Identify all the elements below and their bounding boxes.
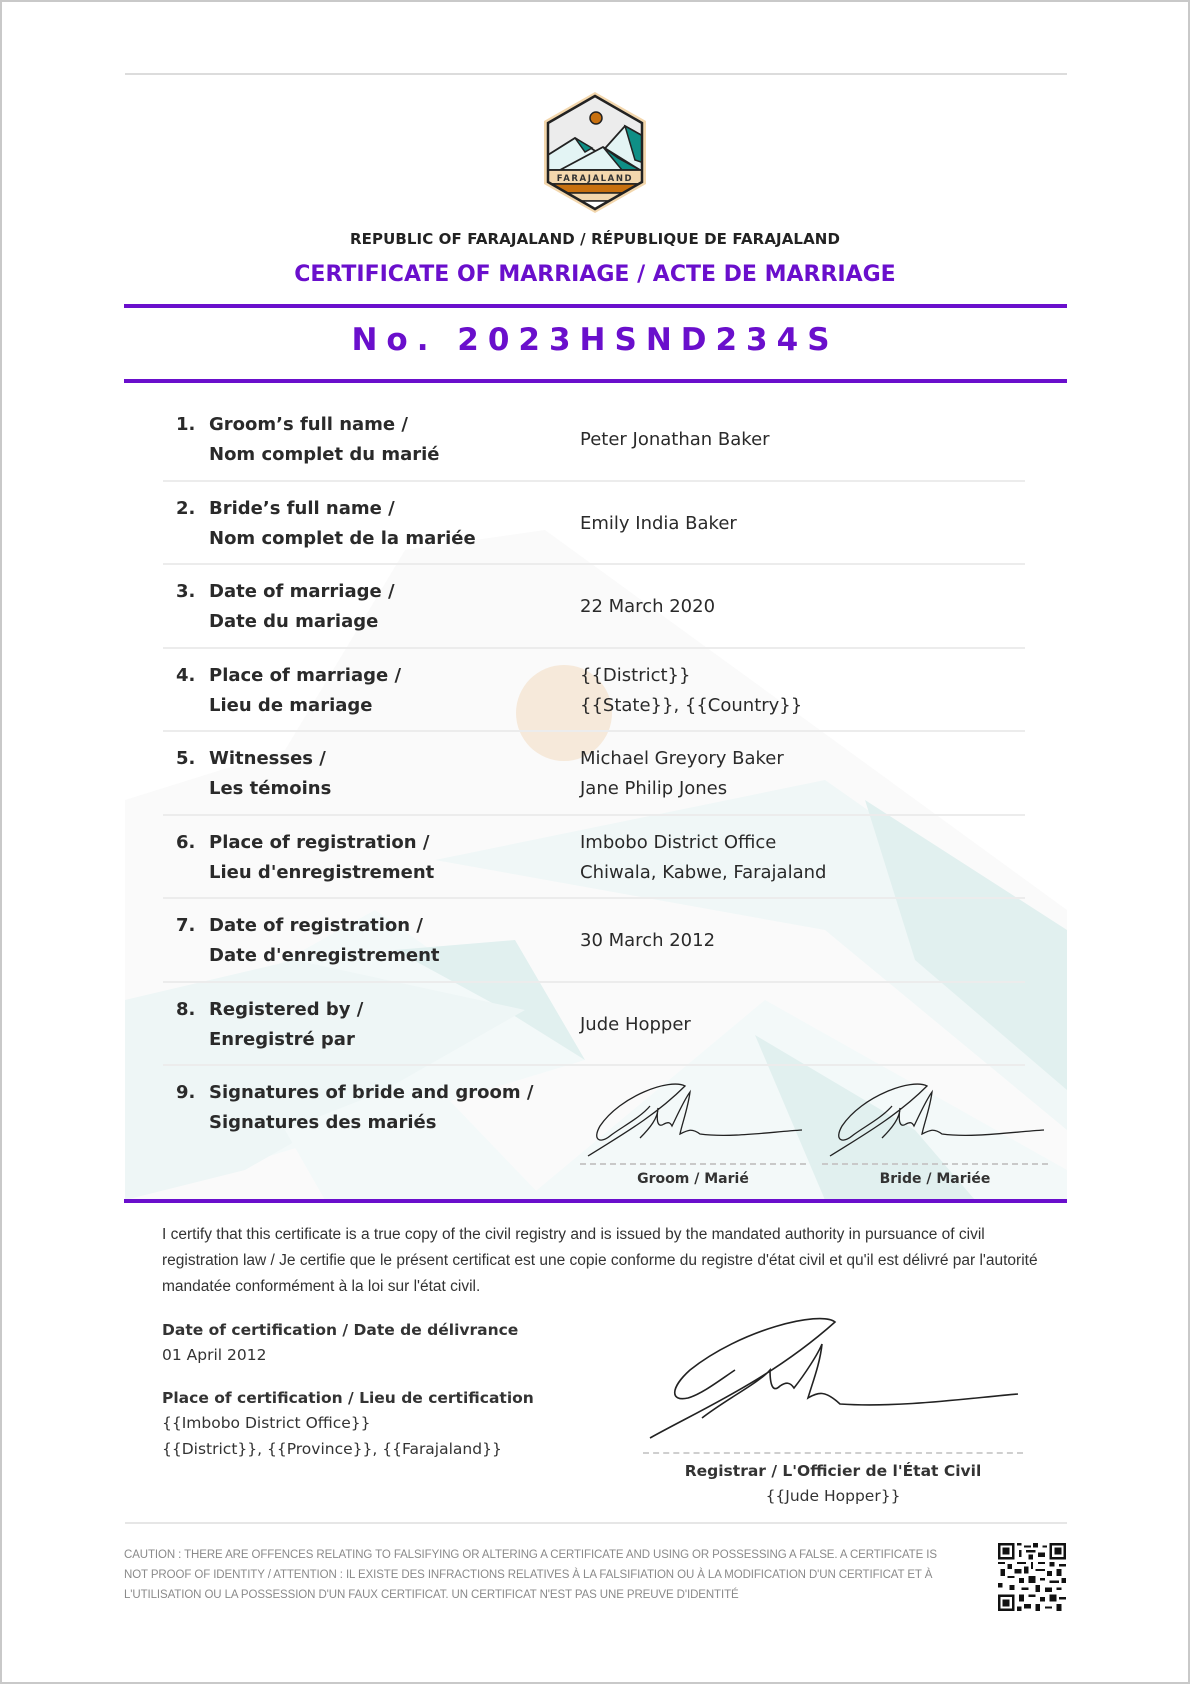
registrar-signature-icon — [640, 1310, 1040, 1450]
label-en: Witnesses / — [209, 748, 326, 769]
date-of-registration-value: 30 March 2012 — [580, 930, 716, 951]
label-fr: Les témoins — [209, 778, 332, 799]
certificate-title: CERTIFICATE OF MARRIAGE / ACTE DE MARRIAGE — [294, 262, 896, 287]
accent-divider-number — [124, 379, 1067, 383]
groom-caption: Groom / Marié — [637, 1171, 749, 1187]
value-line: Chiwala, Kabwe, Farajaland — [580, 861, 827, 883]
label-en: Place of marriage / — [209, 664, 402, 686]
label-fr: Enregistré par — [209, 1028, 355, 1050]
value-line: Jane Philip Jones — [580, 778, 728, 799]
registrar-signature-line — [643, 1452, 1023, 1454]
field-number: 5. — [176, 748, 196, 769]
bride-signature-block — [822, 1078, 1048, 1190]
field-label — [209, 911, 440, 971]
registrar-title: Registrar / L'Officier de l'État Civil — [684, 1462, 982, 1480]
certification-statement: I certify that this certificate is a true copy of the civil registry and is issued by the mandated authority in pursuance of civil registration law / Je certifie que le présent certificat est une copie conforme du registre d'état civil et qu'il est délivré par l'autorité mandatée conformément à la loi sur l'état civil. — [162, 1226, 1038, 1295]
groom-name-value: Peter Jonathan Baker — [580, 429, 770, 450]
certification-date-value: 01 April 2012 — [162, 1346, 267, 1364]
value-line: {{State}}, {{Country}} — [580, 694, 803, 716]
label-fr: Lieu d'enregistrement — [209, 861, 435, 883]
registered-by-value: Jude Hopper — [580, 1013, 691, 1035]
label-en: Date of registration / — [209, 915, 423, 936]
field-label — [209, 577, 395, 637]
field-row-groom — [163, 398, 1025, 482]
label-en: Groom’s full name / — [209, 414, 408, 435]
field-number: 6. — [176, 831, 196, 853]
field-row-place-of-marriage — [163, 649, 1025, 733]
field-number: 2. — [176, 497, 196, 519]
field-label — [209, 494, 476, 554]
registration-fields — [163, 398, 1025, 1206]
field-label — [209, 828, 434, 888]
certification-date — [162, 1318, 518, 1368]
place-of-registration-value — [580, 828, 826, 888]
top-divider — [125, 73, 1067, 75]
bride-name-value: Emily India Baker — [580, 512, 737, 534]
label-fr: Signatures des mariés — [209, 1112, 437, 1133]
bride-caption: Bride / Mariée — [879, 1171, 991, 1187]
witnesses-value — [580, 744, 784, 804]
place-of-marriage-value — [580, 661, 802, 721]
field-label — [209, 410, 440, 470]
label-en: Registered by / — [209, 998, 364, 1020]
label-en: Bride’s full name / — [209, 497, 395, 519]
certificate-number: No. 2023HSND234S — [351, 322, 839, 358]
field-label — [209, 744, 331, 804]
groom-signature-block — [580, 1078, 806, 1190]
field-row-place-of-registration — [163, 816, 1025, 900]
logo-text: FARAJALAND — [556, 174, 634, 184]
field-number: 7. — [176, 915, 196, 936]
field-row-signatures — [163, 1066, 1025, 1206]
certification-place — [162, 1386, 534, 1462]
groom-signature-icon — [580, 1078, 806, 1158]
field-row-date-of-marriage — [163, 565, 1025, 649]
field-label — [209, 1078, 533, 1138]
value-line: Michael Greyory Baker — [580, 748, 784, 769]
certification-date-label: Date of certification / Date de délivrance — [162, 1321, 519, 1339]
certification-place-line2: {{District}}, {{Province}}, {{Farajaland}} — [162, 1440, 502, 1458]
signature-line — [580, 1163, 806, 1165]
field-number: 8. — [176, 998, 196, 1020]
caution-notice: CAUTION : THERE ARE OFFENCES RELATING TO FALSIFYING OR ALTERING A CERTIFICATE AND USING OR POSSESSING A FALSE. A CERTIFICATE IS NOT PROOF OF IDENTITY / ATTENTION : IL EXISTE DES INFRACTIONS RELATIVES À LA FALSIFIATION OU À LA MODIFICATION D'UN CERTIFICAT ET À L'UTILISATION OU LA POSSESSION D'UN FAUX CERTIFICAT. UN CERTIFICAT N'EST PAS UNE PREUVE D'IDENTITÉ — [124, 1549, 937, 1601]
republic-heading: REPUBLIC OF FARAJALAND / RÉPUBLIQUE DE FARAJALAND — [350, 230, 840, 248]
accent-divider-bottom — [124, 1199, 1067, 1203]
farajaland-logo-icon — [540, 90, 650, 215]
label-en: Signatures of bride and groom / — [209, 1082, 534, 1103]
field-number: 4. — [176, 664, 196, 686]
field-label — [209, 995, 363, 1055]
field-number: 1. — [176, 414, 196, 435]
certification-place-label: Place of certification / Lieu de certification — [162, 1389, 534, 1407]
label-fr: Date d'enregistrement — [209, 945, 440, 966]
field-label — [209, 661, 401, 721]
field-row-date-of-registration — [163, 899, 1025, 983]
footer-divider — [125, 1522, 1067, 1524]
label-en: Place of registration / — [209, 831, 430, 853]
label-fr: Nom complet du marié — [209, 444, 440, 465]
field-number: 3. — [176, 581, 196, 602]
accent-divider-top — [124, 304, 1067, 308]
bride-signature-icon — [822, 1078, 1048, 1158]
value-line: Imbobo District Office — [580, 831, 777, 853]
label-fr: Lieu de mariage — [209, 694, 373, 716]
label-fr: Nom complet de la mariée — [209, 527, 476, 549]
label-fr: Date du mariage — [209, 611, 379, 632]
field-row-registered-by — [163, 983, 1025, 1067]
label-en: Date of marriage / — [209, 581, 395, 602]
value-line: {{District}} — [580, 664, 691, 686]
signature-line — [822, 1163, 1048, 1165]
field-row-witnesses — [163, 732, 1025, 816]
field-number: 9. — [176, 1082, 196, 1103]
registrar-name: {{Jude Hopper}} — [765, 1487, 901, 1505]
qr-code-icon — [998, 1543, 1066, 1611]
certification-place-line1: {{Imbobo District Office}} — [162, 1414, 371, 1432]
field-row-bride — [163, 482, 1025, 566]
date-of-marriage-value: 22 March 2020 — [580, 596, 716, 617]
